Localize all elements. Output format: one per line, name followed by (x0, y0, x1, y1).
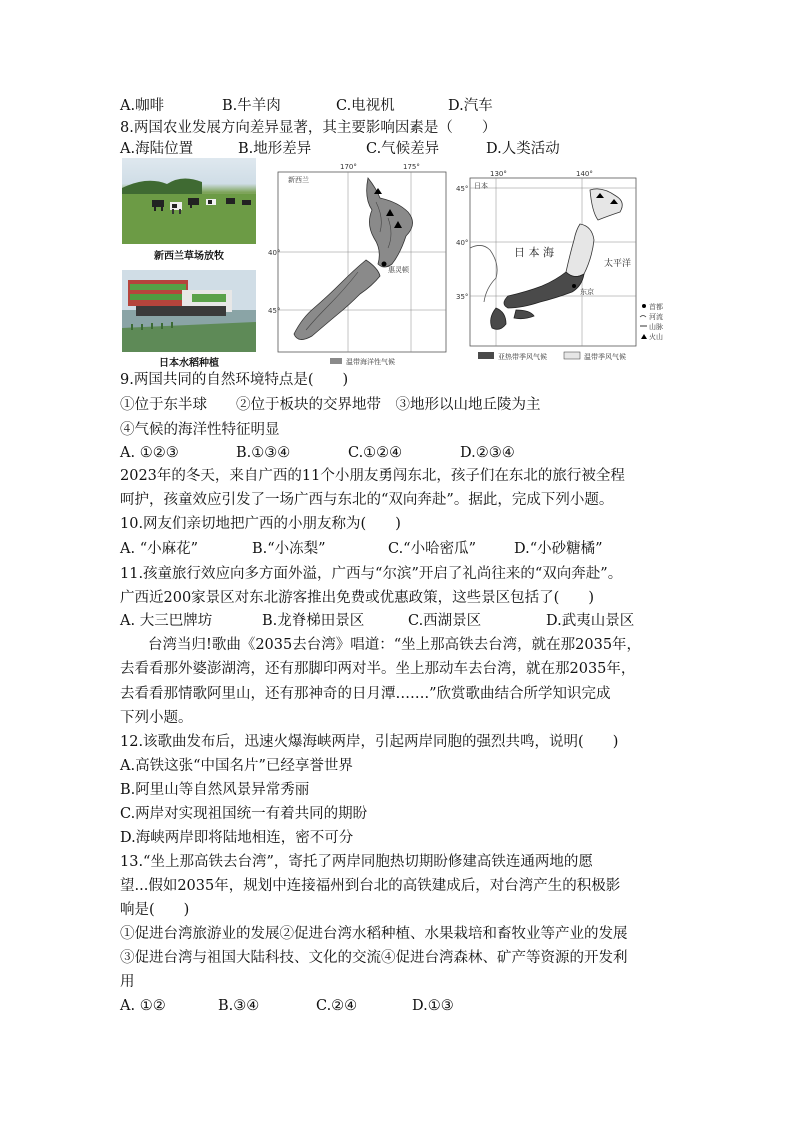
legend-mountain: 山脉 (649, 323, 663, 331)
rice-scene (122, 270, 256, 352)
q9-statements-1: ①位于东半球 ②位于板块的交界地带 ③地形以山地丘陵为主 (120, 397, 541, 413)
temperate-legend-swatch (564, 352, 580, 359)
q10-stem: 10.网友们亲切地把广西的小朋友称为( ) (120, 516, 401, 532)
q13-statements-line-3: 用 (120, 974, 135, 990)
q8-stem: 8.两国农业发展方向差异显著，其主要影响因素是（ ） (120, 120, 497, 136)
q10-option-b: B.“小冻梨” (252, 541, 326, 557)
q11-option-b: B.龙脊梯田景区 (262, 613, 365, 629)
q13-option-b: B.③④ (218, 998, 260, 1014)
q11-option-c: C.西湖景区 (408, 613, 482, 629)
q10-option-c: C.“小哈密瓜” (388, 541, 477, 557)
nz-pasture-photo (122, 158, 256, 244)
q9-option-a: A. ①②③ (120, 445, 179, 461)
nz-lat-45: 45° (268, 307, 281, 315)
intro-2023-line-2: 呵护，孩童效应引发了一场广西与东北的“双向奔赴”。据此，完成下列小题。 (120, 492, 614, 508)
q12-option-b: B.阿里山等自然风景异常秀丽 (120, 782, 310, 798)
q13-stem-line-1: 13.“坐上那高铁去台湾”，寄托了两岸同胞热切期盼修建高铁连通两地的愿 (120, 854, 593, 870)
q8-option-c: C.气候差异 (366, 141, 440, 157)
taiwan-intro-line-4: 下列小题。 (120, 710, 193, 726)
jp-ocean-label: 太平洋 (604, 259, 632, 269)
jp-lat-45: 45° (456, 185, 469, 193)
q12-option-a: A.高铁这张“中国名片”已经享誉世界 (120, 758, 353, 774)
q13-option-a: A. ①② (120, 998, 166, 1014)
jp-lat-35: 35° (456, 293, 469, 301)
q10-option-a: A. “小麻花” (120, 541, 199, 557)
japan-rice-photo (122, 270, 256, 352)
new-zealand-map (268, 158, 450, 370)
jp-lon-140: 140° (576, 170, 593, 178)
nz-lon-170: 170° (340, 163, 357, 171)
q9-option-b: B.①③④ (236, 445, 291, 461)
q13-statements-line-2: ③促进台湾与祖国大陆科技、文化的交流④促进台湾森林、矿产等资源的开发利 (120, 950, 628, 966)
subtropical-legend-swatch (478, 352, 494, 359)
legend-capital: 首都 (649, 303, 663, 311)
q7-option-c: C.电视机 (336, 98, 395, 114)
q11-option-d: D.武夷山景区 (546, 613, 635, 629)
q9-option-c: C.①②④ (348, 445, 403, 461)
q10-option-d: D.“小砂糖橘” (514, 541, 603, 557)
jp-lon-130: 130° (490, 170, 507, 178)
legend-temperate: 温带季风气候 (584, 353, 626, 361)
river-legend-icon (640, 316, 646, 318)
nz-map-title: 新西兰 (288, 176, 309, 184)
taiwan-intro-line-3: 去看看那情歌阿里山，还有那神奇的日月潭…….”欣赏歌曲结合所学知识完成 (120, 686, 611, 702)
nz-city-wellington: 惠灵顿 (388, 266, 409, 274)
q13-stem-line-2: 望...假如2035年，规划中连接福州到台北的高铁建成后，对台湾产生的积极影 (120, 878, 621, 894)
nz-lat-40: 40° (268, 249, 281, 257)
nz-lon-175: 175° (403, 163, 420, 171)
q8-option-b: B.地形差异 (238, 141, 312, 157)
jp-sea-label: 日 本 海 (514, 246, 554, 259)
q7-option-b: B.牛羊肉 (222, 98, 281, 114)
japan-map (456, 168, 666, 364)
q12-option-c: C.两岸对实现祖国统一有着共同的期盼 (120, 806, 368, 822)
q9-stem: 9.两国共同的自然环境特点是( ) (120, 372, 349, 388)
q13-stem-line-3: 响是( ) (120, 902, 190, 918)
capital-legend-icon (642, 304, 646, 308)
q9-statements-2: ④气候的海洋性特征明显 (120, 422, 280, 438)
q11-stem-line-2: 广西近200家景区对东北游客推出免费或优惠政策，这些景区包括了( ) (120, 590, 594, 606)
q11-stem-line-1: 11.孩童旅行效应向多方面外溢，广西与“尔滨”开启了礼尚往来的“双向奔赴”。 (120, 566, 623, 582)
jp-lat-40: 40° (456, 239, 469, 247)
q13-statements-line-1: ①促进台湾旅游业的发展②促进台湾水稻种植、水果栽培和畜牧业等产业的发展 (120, 926, 628, 942)
legend-volcano: 火山 (649, 333, 663, 341)
q13-option-c: C.②④ (316, 998, 358, 1014)
intro-2023-line-1: 2023年的冬天，来自广西的11个小朋友勇闯东北，孩子们在东北的旅行被全程 (120, 468, 625, 484)
q7-option-d: D.汽车 (448, 98, 493, 114)
jp-city-tokyo: 东京 (580, 288, 594, 296)
q7-option-a: A.咖啡 (120, 98, 165, 114)
q8-option-d: D.人类活动 (486, 141, 560, 157)
photo2-caption: 日本水稻种植 (159, 358, 219, 369)
nz-legend-label: 温带海洋性气候 (346, 358, 395, 366)
photo1-caption: 新西兰草场放牧 (154, 251, 224, 262)
q11-option-a: A. 大三巴牌坊 (120, 613, 213, 629)
q13-option-d: D.①③ (412, 998, 454, 1014)
taiwan-intro-line-2: 去看看那外婆澎湖湾，还有那脚印两对半。坐上那动车去台湾，就在那2035年， (120, 661, 636, 677)
q12-option-d: D.海峡两岸即将陆地相连，密不可分 (120, 830, 354, 846)
q9-option-d: D.②③④ (460, 445, 515, 461)
pasture-scene (122, 158, 256, 244)
taiwan-intro-line-1: 台湾当归!歌曲《2035去台湾》唱道：“坐上那高铁去台湾，就在那2035年， (148, 637, 642, 653)
nz-legend-swatch (330, 358, 342, 364)
volcano-legend-icon (641, 334, 647, 339)
jp-map-title: 日本 (474, 182, 488, 190)
legend-subtropical: 亚热带季风气候 (498, 353, 547, 361)
q8-option-a: A.海陆位置 (120, 141, 194, 157)
legend-river: 河流 (649, 313, 663, 321)
q12-stem: 12.该歌曲发布后，迅速火爆海峡两岸，引起两岸同胞的强烈共鸣，说明( ) (120, 734, 619, 750)
